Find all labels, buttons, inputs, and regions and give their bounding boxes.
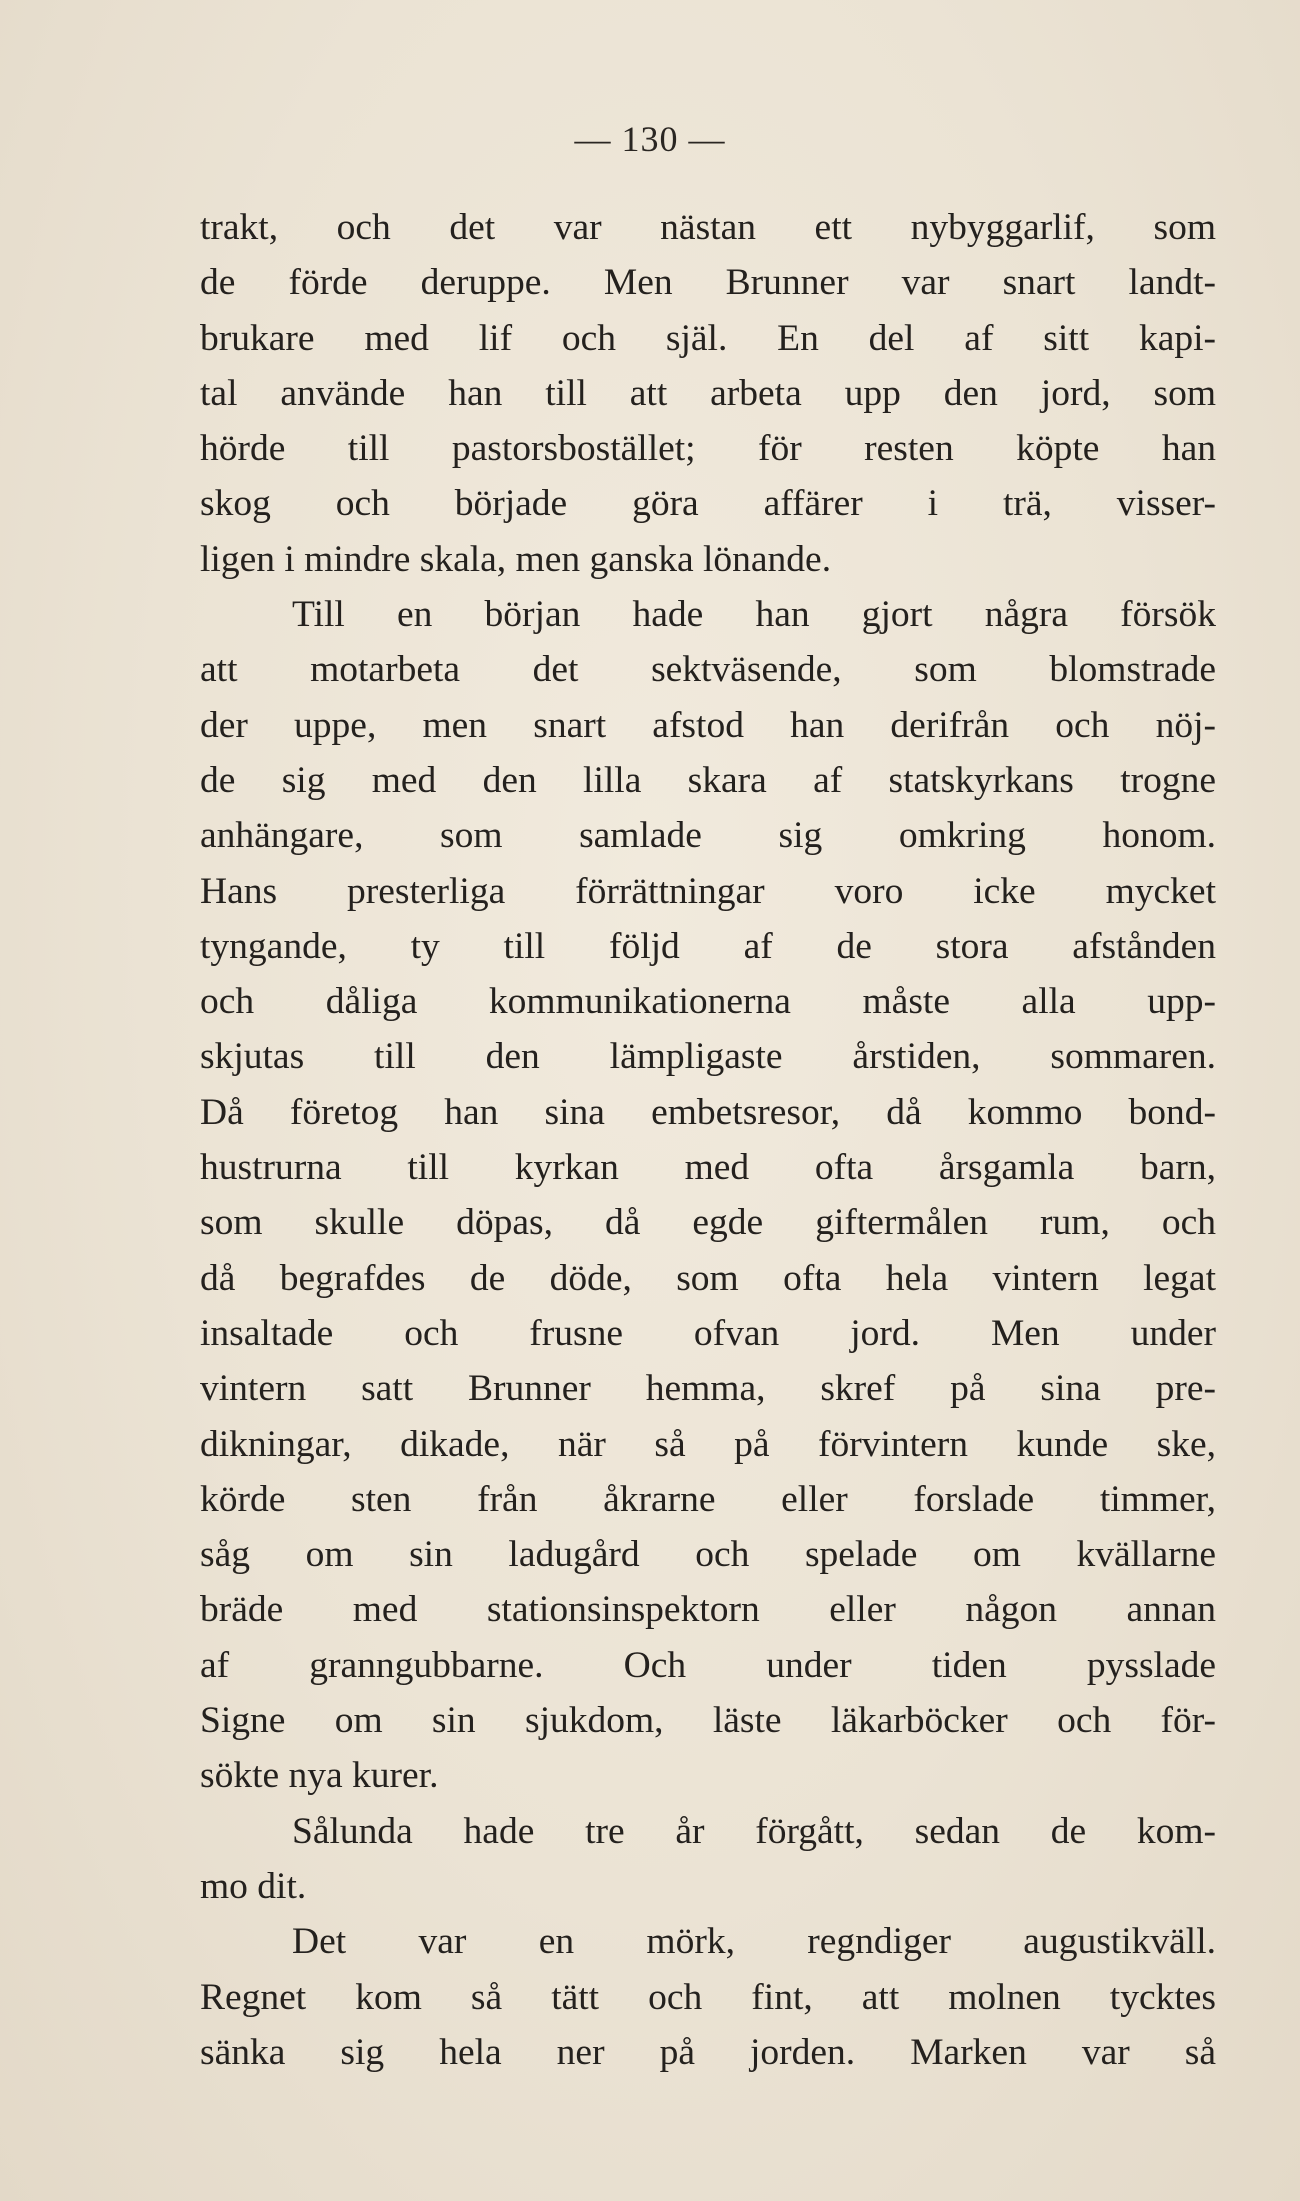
text-line: och dåliga kommunikationerna måste alla upp-	[200, 981, 1216, 1023]
text-line: såg om sin ladugård och spelade om kvällarne	[200, 1534, 1216, 1576]
text-line: skjutas till den lämpligaste årstiden, sommaren.	[200, 1036, 1216, 1078]
text-line: sökte nya kurer.	[200, 1755, 439, 1797]
text-line: bräde med stationsinspektorn eller någon annan	[200, 1589, 1216, 1631]
text-line: insaltade och frusne ofvan jord. Men under	[200, 1312, 1216, 1354]
page-number: — 130 —	[574, 119, 726, 159]
text-line: dikningar, dikade, när så på förvintern kunde ske,	[200, 1423, 1216, 1465]
text-line: vintern satt Brunner hemma, skref på sina pre-	[200, 1368, 1216, 1410]
text-line: Regnet kom så tätt och fint, att molnen tycktes	[200, 1976, 1216, 2018]
text-line: Sålunda hade tre år förgått, sedan de kom-	[292, 1810, 1216, 1852]
text-line: anhängare, som samlade sig omkring honom.	[200, 815, 1216, 857]
body-text	[200, 200, 1216, 2080]
text-line: att motarbeta det sektväsende, som blomstrade	[200, 649, 1216, 691]
text-line: tal använde han till att arbeta upp den jord, som	[200, 372, 1216, 414]
text-line: tyngande, ty till följd af de stora afstånden	[200, 925, 1216, 967]
text-line: der uppe, men snart afstod han derifrån och nöj-	[200, 704, 1216, 746]
text-line: körde sten från åkrarne eller forslade timmer,	[200, 1478, 1216, 1520]
text-line: trakt, och det var nästan ett nybyggarlif, som	[200, 207, 1216, 248]
text-line: då begrafdes de döde, som ofta hela vintern legat	[200, 1257, 1216, 1299]
text-line: de förde deruppe. Men Brunner var snart landt-	[200, 262, 1216, 304]
text-line: Hans presterliga förrättningar voro icke mycket	[200, 870, 1216, 912]
text-line: brukare med lif och själ. En del af sitt kapi-	[200, 317, 1216, 359]
text-line: skog och började göra affärer i trä, visser-	[200, 483, 1216, 525]
text-line: Då företog han sina embetsresor, då kommo bond-	[200, 1091, 1216, 1133]
text-line: sänka sig hela ner på jorden. Marken var så	[200, 2031, 1216, 2073]
text-line: Det var en mörk, regndiger augustikväll.	[292, 1921, 1216, 1963]
text-line: Till en början hade han gjort några försök	[292, 594, 1216, 636]
text-line: Signe om sin sjukdom, läste läkarböcker och för-	[200, 1700, 1216, 1742]
text-line: af granngubbarne. Och under tiden pysslade	[200, 1644, 1216, 1686]
text-line: hörde till pastorsbostället; för resten köpte han	[200, 428, 1216, 470]
text-line: mo dit.	[200, 1865, 307, 1907]
text-line: ligen i mindre skala, men ganska lönande.	[200, 538, 832, 580]
text-line: hustrurna till kyrkan med ofta årsgamla barn,	[200, 1147, 1216, 1189]
text-line: som skulle döpas, då egde giftermålen rum, och	[200, 1202, 1216, 1244]
text-line: de sig med den lilla skara af statskyrkans trogne	[200, 759, 1216, 801]
